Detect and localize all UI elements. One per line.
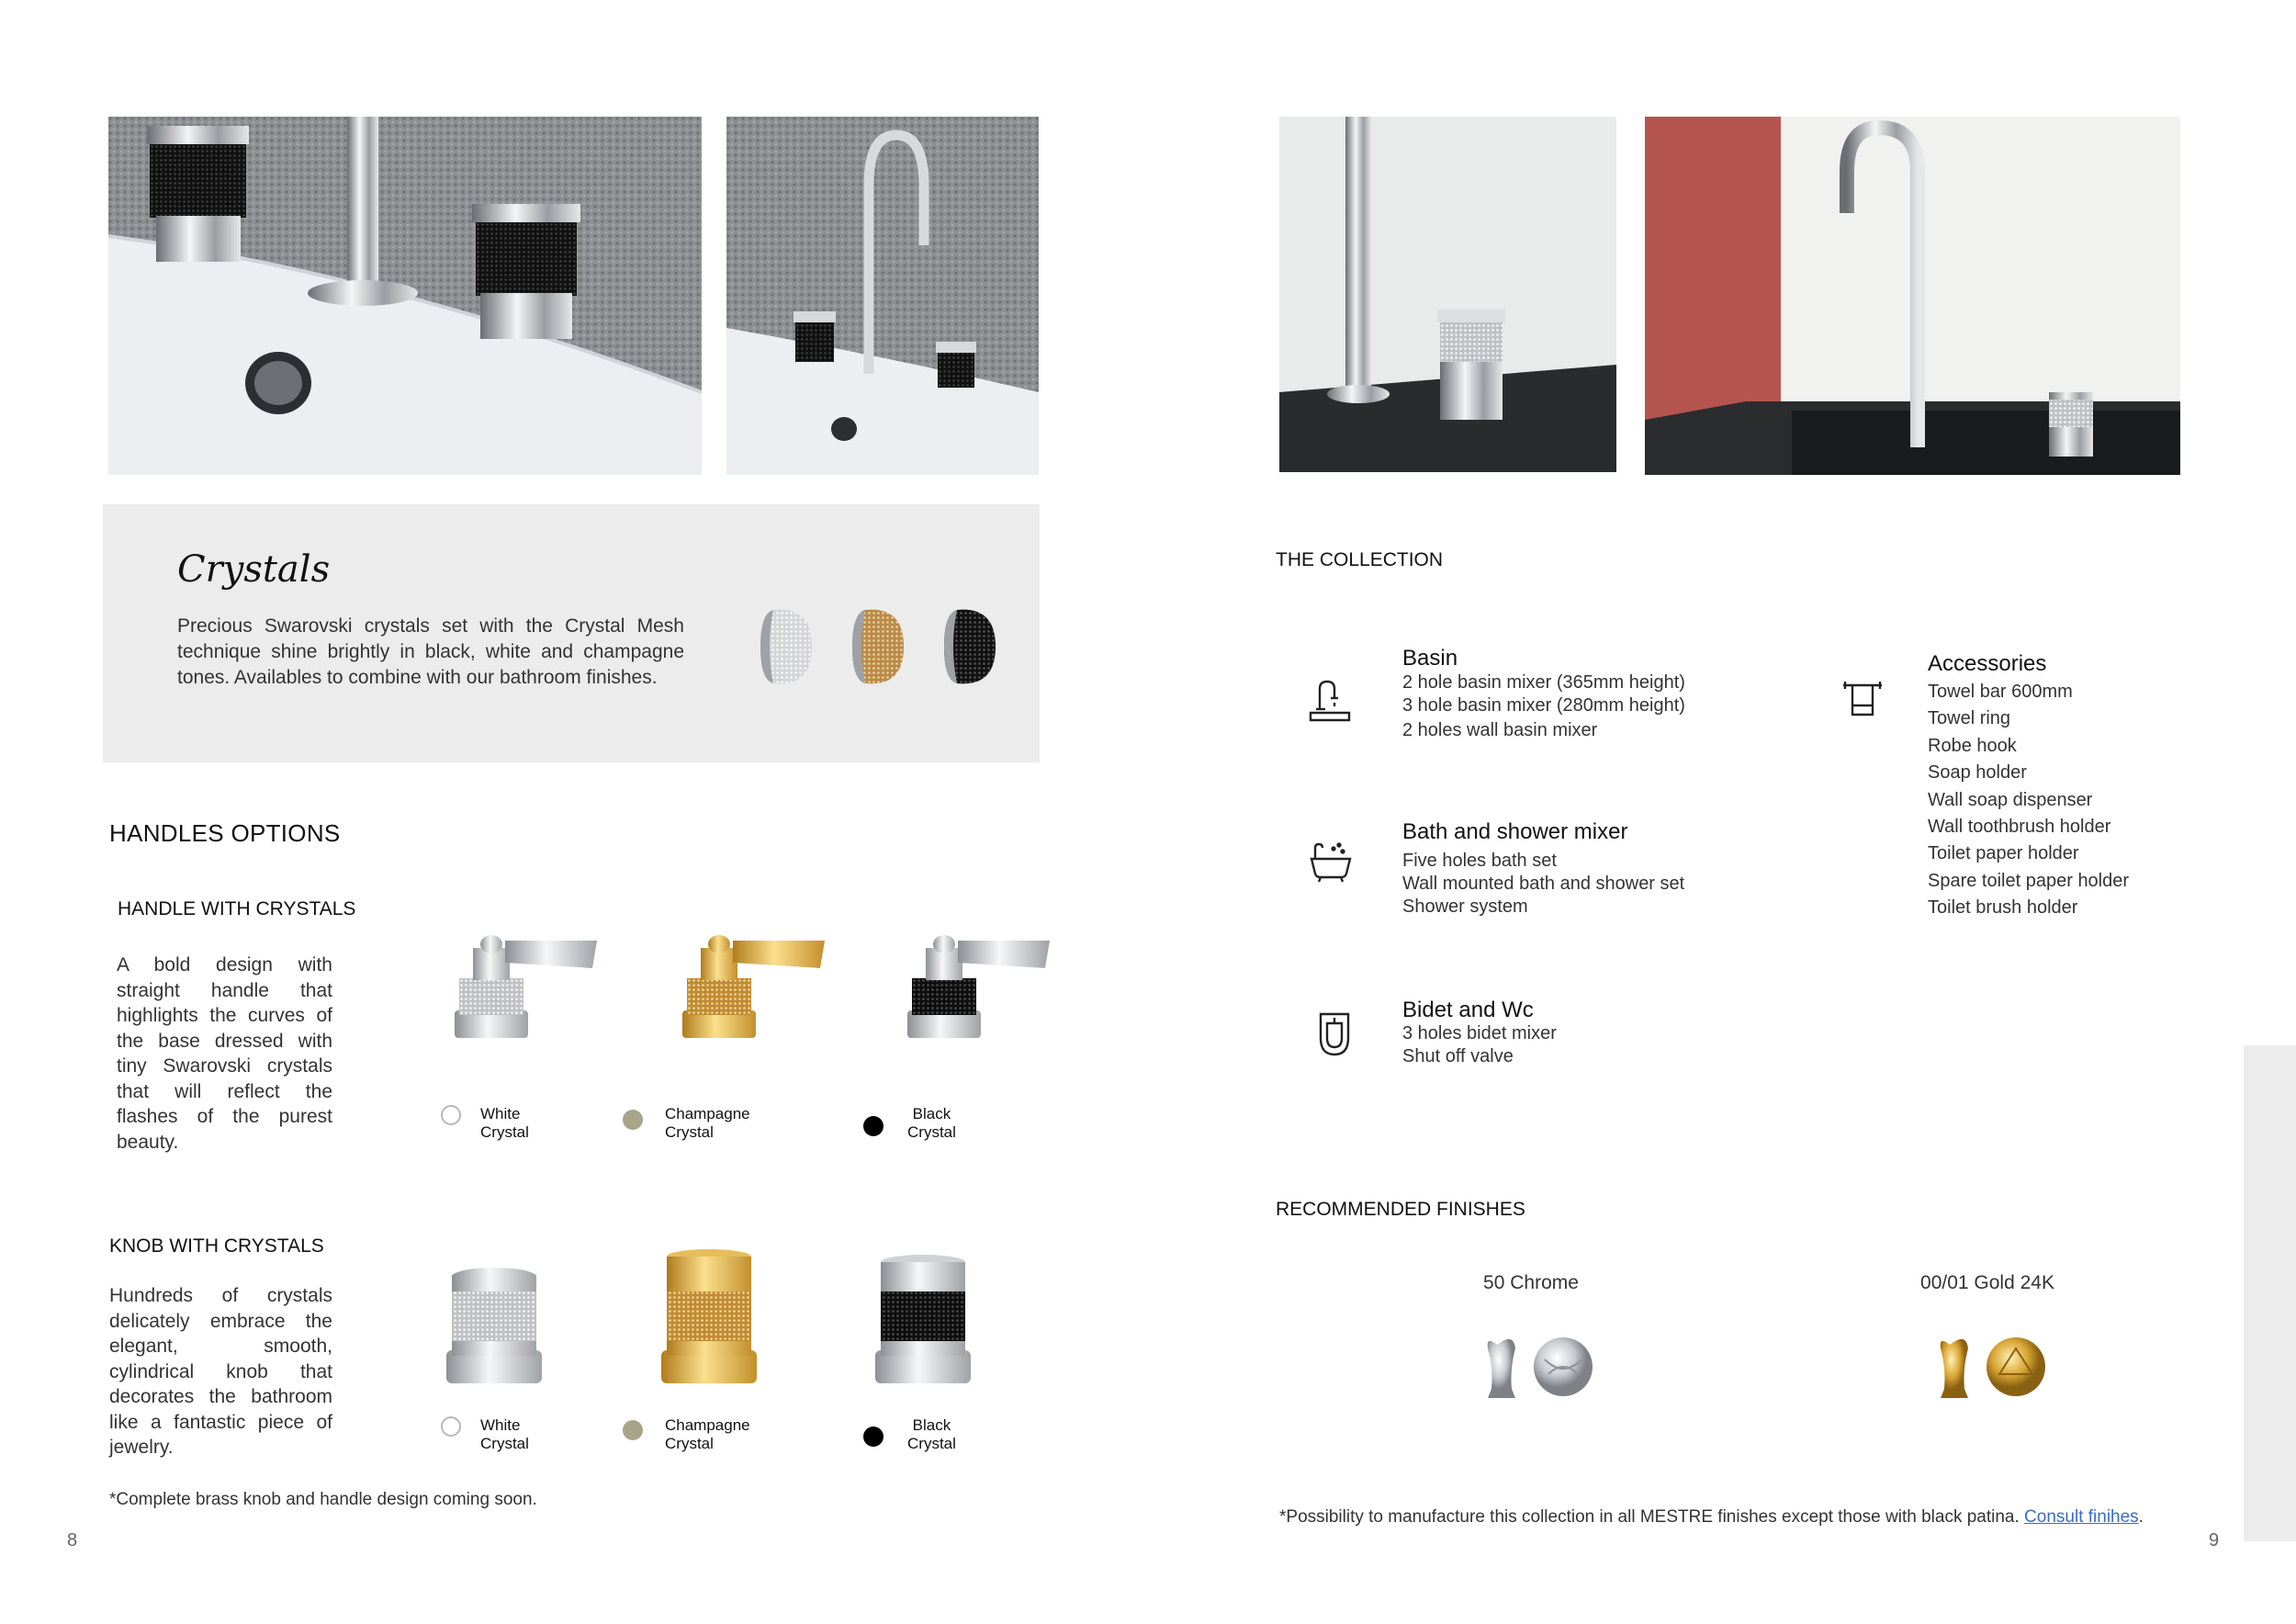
basin-title: Basin xyxy=(1402,646,1458,671)
champagne-crystal-swatch xyxy=(849,606,907,687)
basin-items xyxy=(1402,671,1685,742)
crystals-title: Crystals xyxy=(177,548,331,591)
footnote-end: . xyxy=(2138,1507,2144,1527)
accessories-item: Towel bar 600mm xyxy=(1928,682,2073,702)
finish-gold-swatch xyxy=(1931,1332,2047,1405)
knob-description: Hundreds of crystals delicately embrace the elegant, smooth, cylindrical knob that decorates the bathroom like a fantastic piece of jewelry. xyxy=(109,1285,332,1458)
bath-item: Shower system xyxy=(1402,897,1528,917)
knob-white-crystal-image xyxy=(439,1249,549,1392)
footnote-text: *Possibility to manufacture this collection in all MESTRE finishes except those with black patina. xyxy=(1279,1507,2025,1527)
finish-gold-label: 00/01 Gold 24K xyxy=(1920,1272,2054,1293)
accessories-item: Toilet paper holder xyxy=(1928,843,2079,864)
finish-chrome-label: 50 Chrome xyxy=(1483,1272,1579,1293)
manufacture-footnote xyxy=(1279,1507,2144,1528)
knob-black-crystal-image xyxy=(868,1249,978,1392)
handle-champagne-crystal-image xyxy=(646,928,829,1075)
accessories-item: Soap holder xyxy=(1928,762,2027,784)
bath-items xyxy=(1402,850,1684,919)
white-crystal-swatch xyxy=(757,606,816,687)
bidet-item: Shut off valve xyxy=(1402,1046,1514,1066)
coming-soon-note: *Complete brass knob and handle design coming soon. xyxy=(109,1490,537,1509)
handle-option-white-label: White Crystal xyxy=(480,1105,529,1141)
recommended-finishes-title: RECOMMENDED FINISHES xyxy=(1276,1199,1525,1220)
consult-finishes-link[interactable]: Consult finihes xyxy=(2024,1507,2139,1527)
bath-title: Bath and shower mixer xyxy=(1402,819,1628,844)
bidet-title: Bidet and Wc xyxy=(1402,998,1534,1022)
accessories-item: Robe hook xyxy=(1928,735,2017,756)
white-crystal-dot xyxy=(441,1105,461,1125)
knob-option-champagne-label: Champagne Crystal xyxy=(665,1416,750,1452)
champagne-crystal-dot xyxy=(623,1110,643,1130)
handle-white-crystal-image xyxy=(418,928,602,1075)
basin-item: 2 hole basin mixer (365mm height) xyxy=(1402,672,1685,693)
knob-with-crystals-title: KNOB WITH CRYSTALS xyxy=(109,1235,324,1257)
basin-item: 3 hole basin mixer (280mm height) xyxy=(1402,695,1685,716)
handle-option-champagne-label: Champagne Crystal xyxy=(665,1105,750,1141)
black-crystal-swatch xyxy=(940,606,999,687)
black-crystal-dot xyxy=(863,1427,884,1447)
finish-chrome-swatch xyxy=(1479,1332,1594,1405)
towel-rail-icon xyxy=(1840,680,1885,722)
product-photo-basin-mixer xyxy=(726,117,1039,475)
bath-item: Wall mounted bath and shower set xyxy=(1402,874,1685,894)
accessories-items xyxy=(1928,679,2129,922)
page-number-right: 9 xyxy=(2209,1530,2220,1551)
accessories-item: Toilet brush holder xyxy=(1928,897,2078,919)
product-photo-basin-closeup xyxy=(108,117,702,475)
bathtub-icon xyxy=(1308,840,1354,883)
crystals-description: Precious Swarovski crystals set with the Crystal Mesh technique shine brightly in black, white and champagne tones. Availables to combine with our bathroom finishes. xyxy=(177,615,684,688)
knob-option-black-label: Black Crystal xyxy=(907,1416,956,1452)
handle-with-crystals-title: HANDLE WITH CRYSTALS xyxy=(118,898,356,919)
product-photo-red-wall-mixer xyxy=(1645,117,2180,475)
bidet-item: 3 holes bidet mixer xyxy=(1402,1023,1557,1043)
accessories-item: Spare toilet paper holder xyxy=(1928,870,2130,891)
accessories-item: Wall toothbrush holder xyxy=(1928,817,2111,838)
page-side-tab xyxy=(2244,1045,2296,1541)
page-number-left: 8 xyxy=(67,1530,78,1551)
basin-tap-icon xyxy=(1307,678,1353,724)
collection-title: THE COLLECTION xyxy=(1276,549,1444,570)
white-crystal-dot xyxy=(441,1416,461,1437)
bath-item: Five holes bath set xyxy=(1402,851,1557,871)
toilet-icon xyxy=(1317,1010,1352,1058)
handles-options-title: HANDLES OPTIONS xyxy=(109,819,341,847)
knob-champagne-crystal-image xyxy=(654,1249,764,1392)
bidet-items xyxy=(1402,1022,1557,1068)
product-photo-knob-detail xyxy=(1279,117,1616,472)
accessories-item: Towel ring xyxy=(1928,708,2011,729)
knob-option-white-label: White Crystal xyxy=(480,1416,529,1452)
accessories-title: Accessories xyxy=(1928,651,2047,676)
champagne-crystal-dot xyxy=(623,1420,643,1440)
basin-item: 2 holes wall basin mixer xyxy=(1402,720,1598,740)
handle-description: A bold design with straight handle that highlights the curves of the base dressed with tiny Swarovski crystals that will reflect the flashes of the purest beauty. xyxy=(117,954,332,1153)
handle-option-black-label: Black Crystal xyxy=(907,1105,956,1141)
handle-black-crystal-image xyxy=(871,928,1054,1075)
accessories-item: Wall soap dispenser xyxy=(1928,789,2093,810)
black-crystal-dot xyxy=(863,1116,884,1136)
